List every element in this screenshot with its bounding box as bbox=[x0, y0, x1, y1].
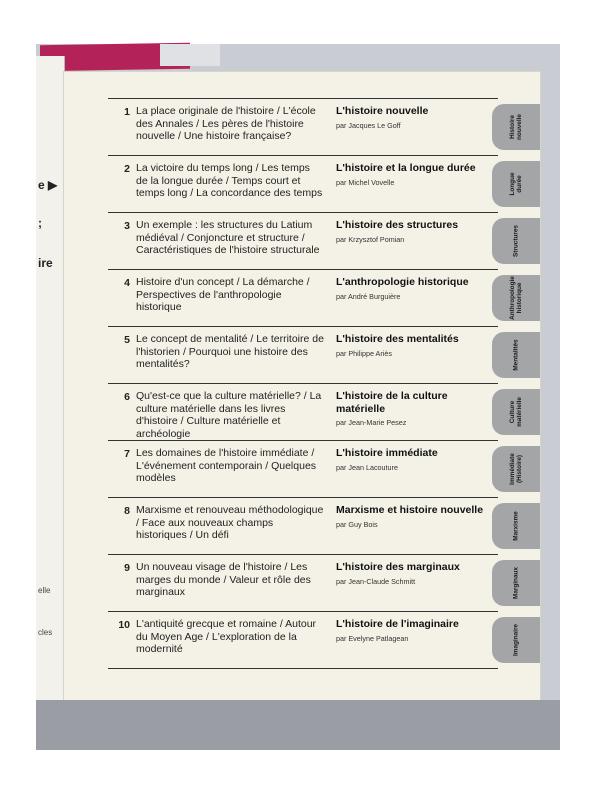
entry-author: par Jacques Le Goff bbox=[336, 120, 401, 130]
tab-label: Longue durée bbox=[509, 172, 523, 196]
entry-topics: Qu'est-ce que la culture matérielle? / La culture matérielle dans les livres d'histoire / Culture matérielle et archéologie bbox=[136, 390, 322, 440]
entry-number: 9 bbox=[124, 562, 130, 574]
entry-title-block bbox=[324, 384, 498, 440]
entry-number: 7 bbox=[124, 448, 130, 460]
entry-title: L'histoire de la culture matérielle bbox=[336, 390, 448, 415]
entry-number: 10 bbox=[118, 619, 130, 631]
tab-label: Histoire nouvelle bbox=[509, 114, 523, 140]
left-page-fragment: ; bbox=[38, 216, 42, 230]
thumb-tab-imaginaire[interactable] bbox=[492, 617, 540, 663]
toc-entry bbox=[108, 212, 498, 269]
entry-title: Marxisme et histoire nouvelle bbox=[336, 504, 484, 516]
toc-entry bbox=[108, 440, 498, 497]
thumb-tab-culture-materielle[interactable] bbox=[492, 389, 540, 435]
entry-topics: La place originale de l'histoire / L'école des Annales / Les pères de l'histoire nouvelle / Une histoire française? bbox=[136, 105, 316, 143]
entry-number: 1 bbox=[124, 106, 130, 118]
entry-title-block bbox=[324, 270, 498, 326]
toc-entry bbox=[108, 155, 498, 212]
entry-topics: L'antiquité grecque et romaine / Autour du Moyen Age / L'exploration de la modernité bbox=[136, 618, 317, 656]
tab-label: Mentalités bbox=[512, 339, 520, 371]
tab-label: Structures bbox=[512, 225, 520, 257]
toc-entry bbox=[108, 611, 498, 669]
entry-title: L'histoire des marginaux bbox=[336, 561, 460, 573]
toc-entry bbox=[108, 497, 498, 554]
thumb-tab-marginaux[interactable] bbox=[492, 560, 540, 606]
entry-topics: Le concept de mentalité / Le territoire de l'historien / Pourquoi une histoire des mentalités? bbox=[136, 333, 324, 371]
toc-entry bbox=[108, 554, 498, 611]
left-page-fragment: cles bbox=[38, 628, 53, 637]
entry-author: par Guy Bois bbox=[336, 519, 378, 529]
entry-number: 6 bbox=[124, 391, 130, 403]
tab-label: Marxisme bbox=[512, 511, 520, 541]
thumb-tab-longue-duree[interactable] bbox=[492, 161, 540, 207]
entry-title: L'histoire et la longue durée bbox=[336, 162, 476, 174]
left-page-fragment: elle bbox=[38, 586, 51, 595]
thumb-tab-anthropologie[interactable] bbox=[492, 275, 540, 321]
entry-number: 2 bbox=[124, 163, 130, 175]
entry-title: L'histoire des mentalités bbox=[336, 333, 459, 345]
entry-number: 8 bbox=[124, 505, 130, 517]
left-page-fragment: e ▶ bbox=[38, 178, 58, 192]
tab-label: Marginaux bbox=[512, 567, 520, 599]
entry-topics: Un exemple : les structures du Latium médiéval / Conjoncture et structure / Caractéristiques de l'histoire structurale bbox=[136, 219, 320, 257]
thumb-tab-histoire-nouvelle[interactable] bbox=[492, 104, 540, 150]
table-surface bbox=[36, 700, 560, 750]
tab-label: Culture matérielle bbox=[509, 397, 523, 427]
entry-topics: La victoire du temps long / Les temps de la longue durée / Temps court et temps long / La concordance des temps bbox=[136, 162, 323, 200]
toc-entry bbox=[108, 98, 498, 155]
tab-label: Anthropologie historique bbox=[509, 276, 523, 320]
tab-label: Immédiate (Histoire) bbox=[509, 453, 523, 485]
thumb-tab-marxisme[interactable] bbox=[492, 503, 540, 549]
entry-topics: Les domaines de l'histoire immédiate / L'événement contemporain / Quelques modèles bbox=[136, 447, 317, 485]
thumb-tab-immediate[interactable] bbox=[492, 446, 540, 492]
entry-author: par Michel Vovelle bbox=[336, 177, 395, 187]
entry-number: 5 bbox=[124, 334, 130, 346]
entry-author: par Evelyne Patlagean bbox=[336, 633, 409, 643]
entry-author: par Philippe Ariès bbox=[336, 348, 392, 358]
toc-entry bbox=[108, 383, 498, 440]
entry-topics: Marxisme et renouveau méthodologique / Face aux nouveaux champs historiques / Un défi bbox=[136, 504, 324, 542]
entry-title: L'histoire nouvelle bbox=[336, 105, 429, 117]
entry-title: L'anthropologie historique bbox=[336, 276, 469, 288]
entry-title-block bbox=[324, 612, 498, 668]
entry-topics: Histoire d'un concept / La démarche / Perspectives de l'anthropologie historique bbox=[136, 276, 310, 314]
entry-author: par Jean-Claude Schmitt bbox=[336, 576, 416, 586]
entry-title-block bbox=[324, 441, 498, 497]
entry-title-block bbox=[324, 213, 498, 269]
left-page bbox=[36, 56, 65, 716]
entry-topics: Un nouveau visage de l'histoire / Les marges du monde / Valeur et rôle des marginaux bbox=[136, 561, 311, 599]
entry-title-block bbox=[324, 327, 498, 383]
entry-title-block bbox=[324, 156, 498, 212]
entry-number: 3 bbox=[124, 220, 130, 232]
left-page-fragment: ire bbox=[38, 256, 53, 270]
entry-author: par Jean Lacouture bbox=[336, 462, 398, 472]
table-of-contents bbox=[108, 98, 498, 669]
entry-title: L'histoire de l'imaginaire bbox=[336, 618, 459, 630]
thumb-tab-mentalites[interactable] bbox=[492, 332, 540, 378]
entry-title-block bbox=[324, 555, 498, 611]
entry-title-block bbox=[324, 498, 498, 554]
entry-author: par André Burguière bbox=[336, 291, 401, 301]
entry-author: par Krzysztof Pomian bbox=[336, 234, 405, 244]
entry-title: L'histoire des structures bbox=[336, 219, 459, 231]
toc-entry bbox=[108, 269, 498, 326]
entry-author: par Jean-Marie Pesez bbox=[336, 418, 407, 428]
entry-number: 4 bbox=[124, 277, 130, 289]
tab-label: Imaginaire bbox=[512, 624, 520, 656]
paper-edge bbox=[160, 44, 220, 66]
entry-title: L'histoire immédiate bbox=[336, 447, 438, 459]
thumb-tab-structures[interactable] bbox=[492, 218, 540, 264]
toc-entry bbox=[108, 326, 498, 383]
entry-title-block bbox=[324, 99, 498, 155]
